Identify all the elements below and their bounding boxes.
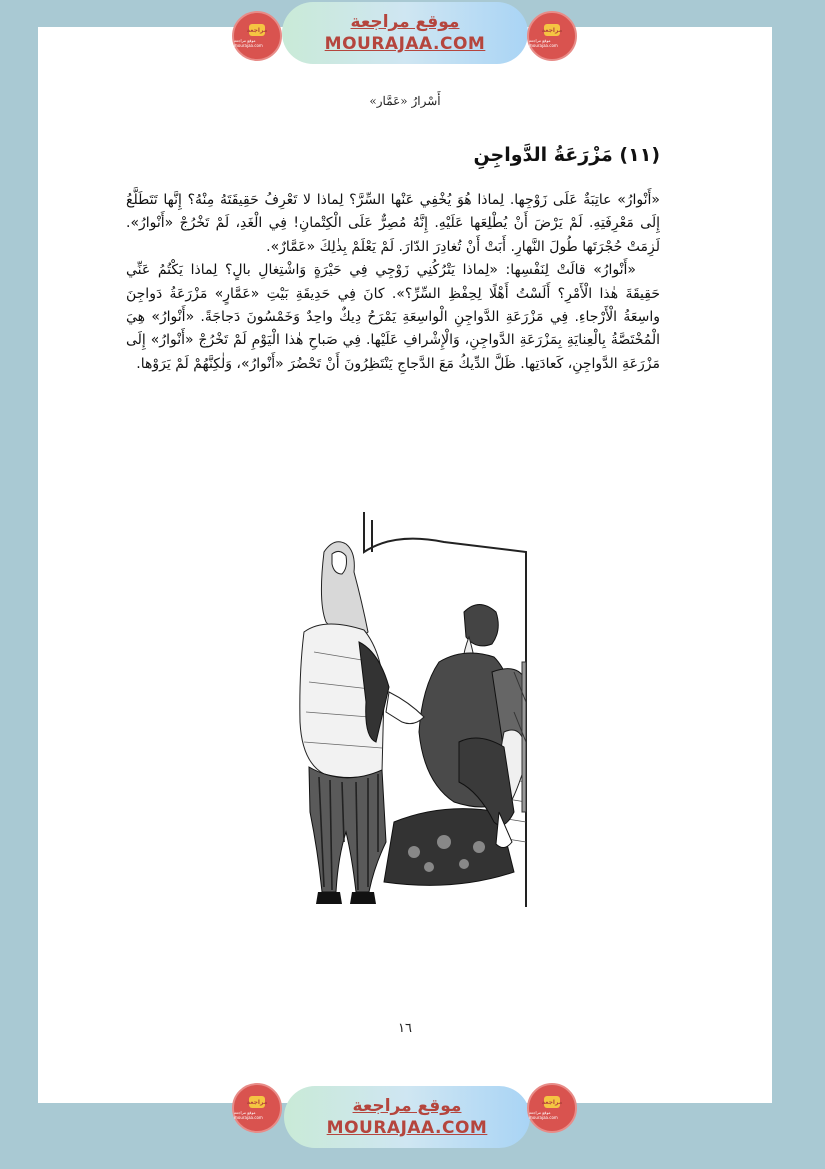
paragraph: «أَنْوارُ» عاتِبَةٌ عَلَى زَوْجِها. لِماذا هُوَ يُخْفِي عَنْها السِّرَّ؟ لِماذا لا تَعْرِفُ حَقِيقَتَهُ مِنْهُ؟ إِنَّها تَتَطَلَّعُ إِلَى مَعْرِفَتِهِ. لَمْ يَرْضَ أَنْ يُطْلِعَها عَلَيْهِ. إِنَّهُ مُصِرٌّ عَلَى الْكِتْمانِ! فِي الْغَدِ، لَمْ تَخْرُجْ «أَنْوارُ». لَزِمَتْ حُجْرَتَها طُولَ النَّهارِ. أَبَتْ أَنْ تُغادِرَ الدّارَ. لَمْ يَعْلَمْ بِذٰلِكَ «عَمَّارٌ».	[126, 192, 660, 255]
site-banner[interactable]	[284, 1086, 530, 1148]
logo-small-text: موقع مراجعة mourajaa.com	[529, 38, 558, 48]
site-name-en[interactable]: MOURAJAA.COM	[324, 34, 486, 54]
logo-small-text: موقع مراجعة mourajaa.com	[529, 1110, 558, 1120]
site-logo[interactable]	[232, 1083, 282, 1133]
logo-badge: مراجعة	[544, 24, 560, 36]
logo-small-text: موقع مراجعة mourajaa.com	[234, 1110, 263, 1120]
body-text	[126, 189, 660, 376]
site-logo[interactable]	[232, 11, 282, 61]
running-head: أَسْرارُ «عَمَّار»	[369, 94, 441, 108]
page-number: ١٦	[398, 1021, 412, 1036]
logo-small-text: موقع مراجعة mourajaa.com	[234, 38, 263, 48]
story-illustration	[264, 512, 534, 930]
logo-badge: مراجعة	[249, 24, 265, 36]
chapter-title: (١١) مَزْرَعَةُ الدَّواجِنِ	[473, 144, 660, 166]
site-name-en[interactable]: MOURAJAA.COM	[326, 1118, 488, 1138]
site-banner[interactable]	[282, 2, 528, 64]
logo-badge: مراجعة	[544, 1096, 560, 1108]
site-logo[interactable]	[527, 1083, 577, 1133]
logo-badge: مراجعة	[249, 1096, 265, 1108]
site-logo[interactable]	[527, 11, 577, 61]
book-page	[38, 27, 772, 1103]
site-name-ar[interactable]: موقع مراجعة	[350, 12, 460, 32]
site-name-ar[interactable]: موقع مراجعة	[352, 1096, 462, 1116]
paragraph: «أَنْوارُ» قالَتْ لِنَفْسِها: «لِماذا يَتْرُكُنِي زَوْجِي فِي حَيْرَةٍ وَاشْتِغالِ بالٍ؟ لِماذا يَكْتُمُ عَنِّي حَقِيقَةَ هٰذا الْأَمْرِ؟ أَلَسْتُ أَهْلًا لِحِفْظِ السِّرِّ؟». كانَ فِي حَدِيقَةِ بَيْتِ «عَمَّارٍ» مَزْرَعَةُ دَواجِنَ واسِعَةُ الْأَرْجاءِ. فِي مَزْرَعَةِ الدَّواجِنِ الْواسِعَةِ يَمْرَحُ دِيكٌ واحِدٌ وَخَمْسُونَ دَجاجَةً. «أَنْوارُ» هِيَ الْمُخْتَصَّةُ بِالْعِنايَةِ بِمَزْرَعَةِ الدَّواجِنِ، وَالْإِشْرافِ عَلَيْها. فِي صَباحِ هٰذا الْيَوْمِ لَمْ تَخْرُجْ «أَنْوارُ» إِلَى مَزْرَعَةِ الدَّواجِنِ، كَعادَتِها. ظَلَّ الدِّيكُ مَعَ الدَّجاجِ يَنْتَظِرُونَ أَنْ تَحْضُرَ «أَنْوارُ»، وَلٰكِنَّهُمْ لَمْ يَرَوْها.	[126, 262, 660, 372]
